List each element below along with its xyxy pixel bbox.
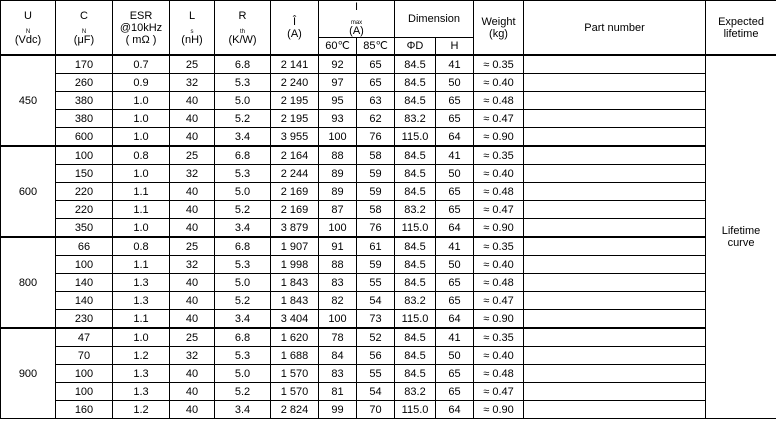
weight-cell: ≈ 0.35 bbox=[474, 237, 524, 256]
dim-d-cell: 84.5 bbox=[395, 92, 436, 110]
esr-cell: 1.1 bbox=[113, 256, 170, 274]
imax-60c-cell: 83 bbox=[319, 274, 357, 292]
imax-60c-cell: 99 bbox=[319, 401, 357, 419]
esr-cell: 1.1 bbox=[113, 183, 170, 201]
lifetime-line-2: curve bbox=[727, 237, 755, 249]
cn-cell: 230 bbox=[56, 310, 113, 329]
imax-60c-cell: 84 bbox=[319, 347, 357, 365]
dim-d-cell: 84.5 bbox=[395, 328, 436, 347]
ihat-cell: 1 688 bbox=[271, 347, 319, 365]
dim-h-cell: 41 bbox=[436, 146, 474, 165]
ls-cell: 40 bbox=[170, 292, 215, 310]
table-row bbox=[1, 201, 776, 219]
cn-cell: 150 bbox=[56, 165, 113, 183]
weight-cell: ≈ 0.48 bbox=[474, 365, 524, 383]
esr-cell: 1.2 bbox=[113, 401, 170, 419]
cn-cell: 220 bbox=[56, 201, 113, 219]
weight-cell: ≈ 0.35 bbox=[474, 328, 524, 347]
esr-cell: 1.0 bbox=[113, 219, 170, 238]
dim-d-cell: 115.0 bbox=[395, 219, 436, 238]
ihat-cell: 3 879 bbox=[271, 219, 319, 238]
dim-d-cell: 84.5 bbox=[395, 274, 436, 292]
ihat-cell: 2 169 bbox=[271, 183, 319, 201]
imax-85c-cell: 56 bbox=[357, 347, 395, 365]
dim-h-cell: 65 bbox=[436, 183, 474, 201]
ls-cell: 40 bbox=[170, 183, 215, 201]
rth-cell: 5.0 bbox=[215, 274, 271, 292]
ls-cell: 40 bbox=[170, 219, 215, 238]
dim-h-cell: 41 bbox=[436, 328, 474, 347]
cn-cell: 70 bbox=[56, 347, 113, 365]
table-row bbox=[1, 292, 776, 310]
dim-h-cell: 65 bbox=[436, 365, 474, 383]
ihat-cell: 1 843 bbox=[271, 274, 319, 292]
rth-cell: 3.4 bbox=[215, 219, 271, 238]
ihat-cell: 2 824 bbox=[271, 401, 319, 419]
ls-cell: 40 bbox=[170, 201, 215, 219]
table-row bbox=[1, 165, 776, 183]
rth-cell: 3.4 bbox=[215, 401, 271, 419]
table-body bbox=[1, 55, 776, 419]
ls-cell: 40 bbox=[170, 92, 215, 110]
esr-cell: 1.2 bbox=[113, 347, 170, 365]
voltage-cell: 600 bbox=[1, 146, 56, 237]
part-number-cell bbox=[524, 256, 706, 274]
imax-60c-cell: 100 bbox=[319, 310, 357, 329]
rth-cell: 5.2 bbox=[215, 292, 271, 310]
part-number-cell bbox=[524, 383, 706, 401]
weight-cell: ≈ 0.48 bbox=[474, 92, 524, 110]
esr-cell: 1.3 bbox=[113, 274, 170, 292]
imax-60c-cell: 87 bbox=[319, 201, 357, 219]
table-row bbox=[1, 328, 776, 347]
dim-d-cell: 115.0 bbox=[395, 310, 436, 329]
rth-cell: 5.2 bbox=[215, 383, 271, 401]
header-un: U $_N$ (Vdc) bbox=[1, 1, 56, 56]
cn-cell: 140 bbox=[56, 292, 113, 310]
header-imax-60c: 60℃ bbox=[319, 38, 357, 56]
part-number-cell bbox=[524, 310, 706, 329]
imax-60c-cell: 78 bbox=[319, 328, 357, 347]
weight-cell: ≈ 0.35 bbox=[474, 146, 524, 165]
imax-85c-cell: 65 bbox=[357, 55, 395, 74]
table-row bbox=[1, 128, 776, 147]
imax-85c-cell: 55 bbox=[357, 365, 395, 383]
table-row bbox=[1, 219, 776, 238]
esr-cell: 0.7 bbox=[113, 55, 170, 74]
ihat-cell: 1 907 bbox=[271, 237, 319, 256]
ihat-cell: 1 570 bbox=[271, 383, 319, 401]
imax-60c-cell: 93 bbox=[319, 110, 357, 128]
dim-h-cell: 65 bbox=[436, 274, 474, 292]
weight-cell: ≈ 0.47 bbox=[474, 292, 524, 310]
dim-h-cell: 65 bbox=[436, 383, 474, 401]
rth-cell: 5.3 bbox=[215, 256, 271, 274]
ihat-cell: 2 164 bbox=[271, 146, 319, 165]
ls-cell: 40 bbox=[170, 110, 215, 128]
esr-cell: 1.3 bbox=[113, 383, 170, 401]
weight-cell: ≈ 0.47 bbox=[474, 383, 524, 401]
imax-85c-cell: 62 bbox=[357, 110, 395, 128]
esr-cell: 0.9 bbox=[113, 74, 170, 92]
table-row bbox=[1, 401, 776, 419]
dim-d-cell: 84.5 bbox=[395, 183, 436, 201]
part-number-cell bbox=[524, 146, 706, 165]
dim-d-cell: 84.5 bbox=[395, 74, 436, 92]
part-number-cell bbox=[524, 365, 706, 383]
part-number-cell bbox=[524, 328, 706, 347]
dim-d-cell: 115.0 bbox=[395, 128, 436, 147]
part-number-cell bbox=[524, 183, 706, 201]
rth-cell: 5.0 bbox=[215, 92, 271, 110]
ls-cell: 25 bbox=[170, 237, 215, 256]
weight-cell: ≈ 0.40 bbox=[474, 74, 524, 92]
part-number-cell bbox=[524, 201, 706, 219]
imax-85c-cell: 65 bbox=[357, 74, 395, 92]
part-number-cell bbox=[524, 110, 706, 128]
ihat-cell: 1 998 bbox=[271, 256, 319, 274]
esr-cell: 1.3 bbox=[113, 365, 170, 383]
weight-cell: ≈ 0.48 bbox=[474, 274, 524, 292]
imax-85c-cell: 63 bbox=[357, 92, 395, 110]
cn-cell: 47 bbox=[56, 328, 113, 347]
table-row bbox=[1, 183, 776, 201]
ls-cell: 25 bbox=[170, 328, 215, 347]
dim-d-cell: 84.5 bbox=[395, 55, 436, 74]
dim-h-cell: 65 bbox=[436, 110, 474, 128]
ls-cell: 40 bbox=[170, 310, 215, 329]
ls-cell: 32 bbox=[170, 347, 215, 365]
imax-85c-cell: 54 bbox=[357, 383, 395, 401]
cn-cell: 100 bbox=[56, 256, 113, 274]
rth-cell: 5.2 bbox=[215, 201, 271, 219]
ihat-cell: 3 404 bbox=[271, 310, 319, 329]
esr-cell: 1.0 bbox=[113, 328, 170, 347]
weight-cell: ≈ 0.90 bbox=[474, 128, 524, 147]
esr-cell: 1.0 bbox=[113, 92, 170, 110]
header-rth: R $_{th}$ (K/W) bbox=[215, 1, 271, 56]
dim-d-cell: 84.5 bbox=[395, 237, 436, 256]
dim-d-cell: 83.2 bbox=[395, 292, 436, 310]
part-number-cell bbox=[524, 347, 706, 365]
header-weight: Weight (kg) bbox=[474, 1, 524, 56]
ls-cell: 40 bbox=[170, 401, 215, 419]
cn-cell: 100 bbox=[56, 365, 113, 383]
ihat-cell: 2 141 bbox=[271, 55, 319, 74]
header-expected-lifetime: Expected lifetime bbox=[706, 1, 776, 56]
cn-cell: 66 bbox=[56, 237, 113, 256]
imax-60c-cell: 88 bbox=[319, 146, 357, 165]
imax-60c-cell: 91 bbox=[319, 237, 357, 256]
imax-60c-cell: 88 bbox=[319, 256, 357, 274]
imax-60c-cell: 92 bbox=[319, 55, 357, 74]
imax-60c-cell: 95 bbox=[319, 92, 357, 110]
dim-d-cell: 84.5 bbox=[395, 347, 436, 365]
imax-85c-cell: 61 bbox=[357, 237, 395, 256]
header-dimension-h: H bbox=[436, 38, 474, 56]
rth-cell: 5.0 bbox=[215, 365, 271, 383]
rth-cell: 3.4 bbox=[215, 128, 271, 147]
header-dimension-d: ΦD bbox=[395, 38, 436, 56]
imax-85c-cell: 58 bbox=[357, 146, 395, 165]
dim-h-cell: 64 bbox=[436, 219, 474, 238]
rth-cell: 3.4 bbox=[215, 310, 271, 329]
dim-h-cell: 65 bbox=[436, 292, 474, 310]
part-number-cell bbox=[524, 237, 706, 256]
dim-h-cell: 50 bbox=[436, 347, 474, 365]
table-row bbox=[1, 55, 776, 74]
dim-h-cell: 50 bbox=[436, 256, 474, 274]
lifetime-cell bbox=[706, 55, 776, 419]
imax-85c-cell: 55 bbox=[357, 274, 395, 292]
table-row bbox=[1, 256, 776, 274]
imax-60c-cell: 97 bbox=[319, 74, 357, 92]
imax-85c-cell: 70 bbox=[357, 401, 395, 419]
weight-cell: ≈ 0.40 bbox=[474, 256, 524, 274]
part-number-cell bbox=[524, 219, 706, 238]
part-number-cell bbox=[524, 74, 706, 92]
cn-cell: 170 bbox=[56, 55, 113, 74]
header-ls: L $_s$ (nH) bbox=[170, 1, 215, 56]
weight-cell: ≈ 0.90 bbox=[474, 310, 524, 329]
esr-cell: 1.0 bbox=[113, 110, 170, 128]
dim-h-cell: 64 bbox=[436, 310, 474, 329]
dim-d-cell: 84.5 bbox=[395, 146, 436, 165]
cn-cell: 220 bbox=[56, 183, 113, 201]
header-cn: C $_N$ (μF) bbox=[56, 1, 113, 56]
cn-cell: 260 bbox=[56, 74, 113, 92]
cn-cell: 140 bbox=[56, 274, 113, 292]
part-number-cell bbox=[524, 401, 706, 419]
header-ihat: Î (A) bbox=[271, 1, 319, 56]
voltage-cell: 450 bbox=[1, 55, 56, 146]
header-dimension: Dimension bbox=[395, 1, 474, 38]
ls-cell: 40 bbox=[170, 274, 215, 292]
table-row bbox=[1, 92, 776, 110]
dim-h-cell: 65 bbox=[436, 92, 474, 110]
dim-h-cell: 64 bbox=[436, 128, 474, 147]
ls-cell: 32 bbox=[170, 74, 215, 92]
rth-cell: 5.3 bbox=[215, 165, 271, 183]
table-row bbox=[1, 383, 776, 401]
weight-cell: ≈ 0.40 bbox=[474, 347, 524, 365]
imax-85c-cell: 76 bbox=[357, 128, 395, 147]
ls-cell: 40 bbox=[170, 383, 215, 401]
ihat-cell: 2 244 bbox=[271, 165, 319, 183]
ihat-cell: 2 240 bbox=[271, 74, 319, 92]
ihat-cell: 2 195 bbox=[271, 92, 319, 110]
table-row bbox=[1, 110, 776, 128]
weight-cell: ≈ 0.90 bbox=[474, 401, 524, 419]
rth-cell: 5.3 bbox=[215, 74, 271, 92]
ihat-cell: 1 843 bbox=[271, 292, 319, 310]
esr-cell: 1.1 bbox=[113, 310, 170, 329]
esr-cell: 1.1 bbox=[113, 201, 170, 219]
cn-cell: 380 bbox=[56, 92, 113, 110]
voltage-cell: 800 bbox=[1, 237, 56, 328]
imax-85c-cell: 59 bbox=[357, 165, 395, 183]
dim-h-cell: 41 bbox=[436, 55, 474, 74]
voltage-cell: 900 bbox=[1, 328, 56, 419]
imax-60c-cell: 100 bbox=[319, 128, 357, 147]
header-imax-85c: 85℃ bbox=[357, 38, 395, 56]
esr-cell: 1.0 bbox=[113, 128, 170, 147]
imax-85c-cell: 58 bbox=[357, 201, 395, 219]
table-row bbox=[1, 74, 776, 92]
ihat-cell: 1 620 bbox=[271, 328, 319, 347]
ihat-cell: 2 195 bbox=[271, 110, 319, 128]
cn-cell: 160 bbox=[56, 401, 113, 419]
ihat-cell: 2 169 bbox=[271, 201, 319, 219]
rth-cell: 5.0 bbox=[215, 183, 271, 201]
header-esr: ESR @10kHz ( mΩ ) bbox=[113, 1, 170, 56]
imax-85c-cell: 54 bbox=[357, 292, 395, 310]
part-number-cell bbox=[524, 165, 706, 183]
lifetime-line-1: Lifetime bbox=[721, 225, 761, 237]
imax-60c-cell: 82 bbox=[319, 292, 357, 310]
ls-cell: 40 bbox=[170, 128, 215, 147]
esr-cell: 1.3 bbox=[113, 292, 170, 310]
rth-cell: 6.8 bbox=[215, 237, 271, 256]
imax-85c-cell: 59 bbox=[357, 183, 395, 201]
imax-60c-cell: 83 bbox=[319, 365, 357, 383]
part-number-cell bbox=[524, 292, 706, 310]
cn-cell: 600 bbox=[56, 128, 113, 147]
esr-cell: 1.0 bbox=[113, 165, 170, 183]
dim-h-cell: 50 bbox=[436, 74, 474, 92]
imax-85c-cell: 76 bbox=[357, 219, 395, 238]
ihat-cell: 3 955 bbox=[271, 128, 319, 147]
part-number-cell bbox=[524, 55, 706, 74]
cn-cell: 100 bbox=[56, 146, 113, 165]
dim-d-cell: 84.5 bbox=[395, 256, 436, 274]
dim-d-cell: 83.2 bbox=[395, 383, 436, 401]
rth-cell: 5.2 bbox=[215, 110, 271, 128]
dim-d-cell: 84.5 bbox=[395, 165, 436, 183]
weight-cell: ≈ 0.40 bbox=[474, 165, 524, 183]
imax-60c-cell: 100 bbox=[319, 219, 357, 238]
imax-60c-cell: 89 bbox=[319, 183, 357, 201]
weight-cell: ≈ 0.47 bbox=[474, 110, 524, 128]
dim-d-cell: 83.2 bbox=[395, 201, 436, 219]
ls-cell: 40 bbox=[170, 365, 215, 383]
rth-cell: 5.3 bbox=[215, 347, 271, 365]
cn-cell: 100 bbox=[56, 383, 113, 401]
rth-cell: 6.8 bbox=[215, 55, 271, 74]
table-row bbox=[1, 146, 776, 165]
table-row bbox=[1, 274, 776, 292]
dim-h-cell: 50 bbox=[436, 165, 474, 183]
cn-cell: 350 bbox=[56, 219, 113, 238]
table-row bbox=[1, 237, 776, 256]
imax-85c-cell: 59 bbox=[357, 256, 395, 274]
cn-cell: 380 bbox=[56, 110, 113, 128]
imax-85c-cell: 73 bbox=[357, 310, 395, 329]
esr-cell: 0.8 bbox=[113, 237, 170, 256]
part-number-cell bbox=[524, 274, 706, 292]
weight-cell: ≈ 0.90 bbox=[474, 219, 524, 238]
dim-d-cell: 84.5 bbox=[395, 365, 436, 383]
weight-cell: ≈ 0.48 bbox=[474, 183, 524, 201]
rth-cell: 6.8 bbox=[215, 146, 271, 165]
dim-h-cell: 41 bbox=[436, 237, 474, 256]
ihat-cell: 1 570 bbox=[271, 365, 319, 383]
table-row bbox=[1, 347, 776, 365]
ls-cell: 32 bbox=[170, 256, 215, 274]
header-part-number: Part number bbox=[524, 1, 706, 56]
weight-cell: ≈ 0.47 bbox=[474, 201, 524, 219]
dim-h-cell: 64 bbox=[436, 401, 474, 419]
imax-60c-cell: 89 bbox=[319, 165, 357, 183]
dim-d-cell: 115.0 bbox=[395, 401, 436, 419]
part-number-cell bbox=[524, 92, 706, 110]
ls-cell: 25 bbox=[170, 146, 215, 165]
weight-cell: ≈ 0.35 bbox=[474, 55, 524, 74]
imax-60c-cell: 81 bbox=[319, 383, 357, 401]
esr-cell: 0.8 bbox=[113, 146, 170, 165]
table-row bbox=[1, 365, 776, 383]
dim-h-cell: 65 bbox=[436, 201, 474, 219]
ls-cell: 32 bbox=[170, 165, 215, 183]
ls-cell: 25 bbox=[170, 55, 215, 74]
table-row bbox=[1, 310, 776, 329]
header-imax: I $_{max}$ (A) bbox=[319, 1, 395, 38]
dim-d-cell: 83.2 bbox=[395, 110, 436, 128]
imax-85c-cell: 52 bbox=[357, 328, 395, 347]
part-number-cell bbox=[524, 128, 706, 147]
rth-cell: 6.8 bbox=[215, 328, 271, 347]
